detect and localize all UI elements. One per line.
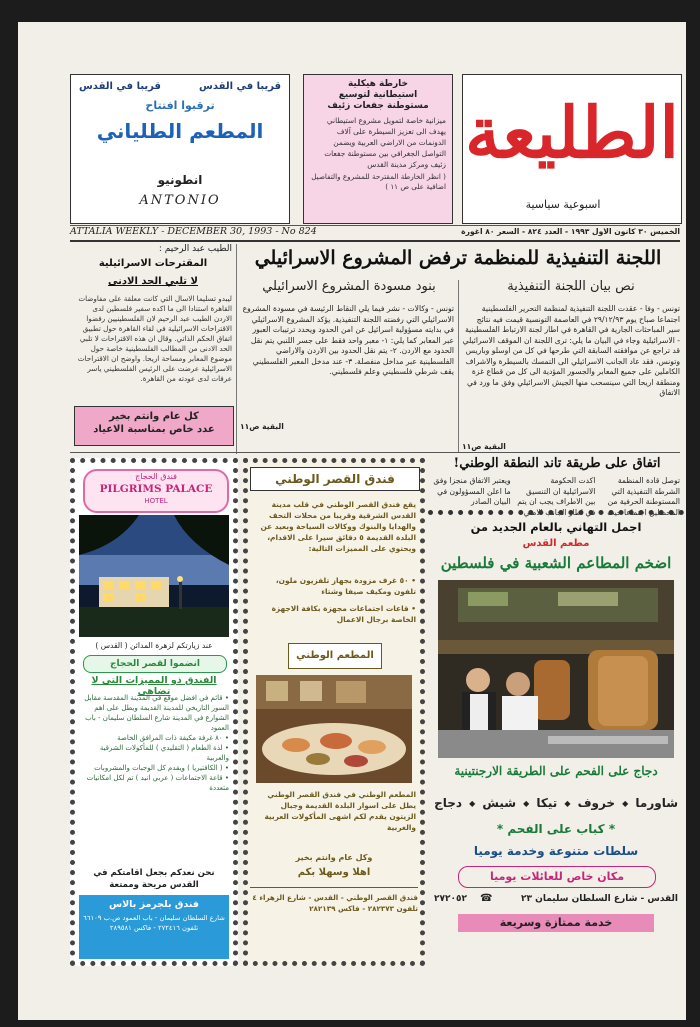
dateline-ar: الخميس ٣٠ كانون الاول ١٩٩٣ - العدد ٨٢٤ - السعر ٨٠ اغورة xyxy=(461,227,680,236)
analysis-headline: اتفاق على طريقة تاند النطقة الوطني! xyxy=(453,456,661,471)
antonio-name-en: ANTONIO xyxy=(139,193,221,208)
pilgrims-feature-5: قاعة الاجتماعات ( عربي انيد ) تم لكل امكانيات متعددة xyxy=(86,774,229,792)
left-body: ليبدو تسليما الاسال التي كانت معلقة على مفاوضات القاهرة استنادا الى ما اكده سفير فلسطين لدى الاردن الطيب عبد الرحيم لان الفلسطينيين رفضوا الاقتراحات الاسرائيلية في لقاء القاهرة حول تطبيق اتفاق الحكم الذاتي. وقال ان هذه الاقتراحات لا تلبي الحد الادنى من المطالب الفلسطينية خاصة حول موضوع المعابر ومساحة اريحا. واوضح ان الاقتراحات الاسرائيلية عرضت على الرئيس الفلسطيني ياسر عرفات لدى عودته من القاهرة. xyxy=(77,294,232,383)
pilgrims-feature: • لذة الطعام ( التقليدي ) للمأكولات الشرقية والعربية xyxy=(99,744,229,762)
pilgrims-footer-phone: تلفون ٢٧٢٤١٦ - فاكس ٢٨٩٥٨١ xyxy=(109,924,199,932)
palace-phone: تلفون ٢٨٢٣٧٣ - فاكس ٢٨٢١٣٩ xyxy=(309,904,418,913)
pilgrims-feature: • ٨٠ غرفة مكيفة ذات المرافق الخاصة xyxy=(117,734,229,742)
antonio-tag: ترقبوا افتتاح xyxy=(145,99,215,112)
pilgrims-tagline: الفندق ذو المميزات التي لا تضاهى xyxy=(91,675,217,697)
restaurant-chicken: دجاج على الفحم على الطريقة الارجنتينية xyxy=(454,764,658,778)
pilgrims-feature: • ( الكافتيريا ) ويقدم كل الوجبات والمشروبات xyxy=(94,764,229,772)
palace-header: فندق القصر الوطني xyxy=(250,467,420,491)
menu-item: تيكا xyxy=(536,796,558,810)
pilgrims-feature-1: قائم في افضل موقع في المدينة المقدسة مقابل السور التاريخي للمدينة القديمة ويطل على اهم الشوارع في المدينة شارع السلطان سليمان - باب العمود xyxy=(84,694,229,732)
masthead-title: الطليعة xyxy=(465,91,679,174)
pilgrims-features xyxy=(79,693,229,793)
palace-feature-1: ٥٠ غرف مزودة بجهاز تلفزيون ملون، تلفون ومكيف صيفا وشتاء xyxy=(275,576,416,596)
dateline-en: ATTALIA WEEKLY - DECEMBER 30, 1993 - No 824 xyxy=(70,226,317,237)
pilgrims-feature: • قاعة الاجتماعات ( عربي انيد ) تم لكل امكانيات متعددة xyxy=(86,774,229,792)
lead-subhead-left: بنود مسودة المشروع الاسرائيلي xyxy=(262,279,436,294)
restaurant-photo xyxy=(438,580,674,758)
palace-intro: يقع فندق القصر الوطني في قلب مدينة القدس الشرقية وقريبا من محلات التحف والهدايا والبنوك ووكالات السياحة وبعيد عن البلدة القديمة ٥ دقائق سيرا على الاقدام، ويحتوي على المميزات التالية: xyxy=(260,500,416,553)
pilgrims-feature-3: لذة الطعام ( التقليدي ) للمأكولات الشرقية والعربية xyxy=(99,744,229,762)
lead-subhead-right: نص بيان اللجنة التنفيذية xyxy=(507,279,635,294)
map-body: ميزانية خاصة لتمويل مشروع استيطاني يهدف الى تعزيز السيطرة على آلاف الدونمات من الاراضي العربية ويضمن التواصل الجغرافي بين مستوطنة جفعات زئيف ومركز مدينة القدس xyxy=(324,116,446,169)
dateline-bar xyxy=(70,226,680,239)
restaurant-family: مكان خاص للعائلات يوميا xyxy=(458,866,656,888)
menu-item: شيش xyxy=(482,796,517,810)
map-title-line-3: مستوطنة جفعات زئيف xyxy=(327,101,429,111)
restaurant-contact xyxy=(428,894,684,910)
greeting-line-2: عدد خاص بمناسبة الاعياد xyxy=(93,424,215,435)
map-article-box xyxy=(303,74,453,224)
lead-body-right: تونس - وفا - عقدت اللجنة التنفيذية لمنظمة التحرير الفلسطينية اجتماعا صباح يوم ٢٩/١٢/٩٣ في العاصمة التونسية قيمت فيه نتائج سير المباحثات الجارية في القاهرة في اطار لجنة الارتباط الفلسطينية - الاسرائيلية وجاء في البيان ما يلي: ترى اللجنة ان الموقف الاسرائيلي قد تراجع عن موافقته السابقة التي طرحها في كل من اوسلو وباريس وتونس، فقد عاد الجانب الاسرائيلي الى التمسك بالسيطرة والاشراف الكاملين على جميع المعابر والجسور المؤدية الى كل من قطاع غزة ومنطقة اريحا التي سينسحب منها الجيش الاسرائيلي وفق ما ورد في الاتفاق xyxy=(462,304,680,397)
analysis-body: توصل قادة المنظمة الشرطة التنفيذية التي المستوطنة الحرفية من المحصلين اجتماعا حيث اكدت الحكومة الاسرائيلية ان التنسيق بين الاطراف يجب ان يتم في اطار الجانب الامني ويعتبر الاتفاق منجزا وفق ما اعلن المسؤولون في البيان الصادر xyxy=(433,476,680,517)
map-footer: ( انظر الخارطة المقترحة للمشروع والتفاصيل اضافية على ص ١١ ) xyxy=(311,172,446,191)
antonio-name: المطعم الطلياني xyxy=(96,119,264,143)
lead-body-left: تونس - وكالات - نشر فيما يلي النقاط الرئيسة في مسودة المشروع الاسرائيلي التي رفضته اللجنة التنفيذية. يؤكد المشروع الاسرائيلي في بدايته مسؤولية اسرائيل عن امن الحدود ويحدد ترتيبات العبور عبر المعابر كما يلي: ١- معبر واحد فقط على جسر اللنبي يتم نقل الحدود مع الاردن. ٢- يتم نقل الحدود بين الاردن والاراضي الفلسطينية عبر مداخل منفصلة. ٣- عند مدخل المعبر الفلسطيني يقف شرطي فلسطيني وعلم فلسطيني. xyxy=(242,304,454,376)
restaurant-slogan: اضخم المطاعم الشعبية في فلسطين xyxy=(440,554,672,572)
left-byline: الطيب عبد الرحيم : xyxy=(158,244,232,254)
pilgrims-offer: نحن نعدكم بجعل اقامتكم في القدس مريحة وممتعة xyxy=(93,868,215,890)
map-title-line-1: خارطة هيكلية xyxy=(347,79,409,89)
pilgrims-feature-4: ( الكافتيريا ) ويقدم كل الوجبات والمشروبات xyxy=(94,764,223,772)
left-title: المقترحات الاسرائيلية xyxy=(98,258,208,269)
pilgrims-palace-ad xyxy=(70,458,238,966)
lead-cont-right: البقية ص١١ xyxy=(462,442,506,451)
lead-headline: اللجنة التنفيذية للمنظمة ترفض المشروع الاسرائيلي xyxy=(254,247,662,269)
masthead-subtitle: اسبوعية سياسية xyxy=(525,198,601,211)
antonio-ad xyxy=(70,74,290,224)
pilgrims-logo-top: فندق الحجاج xyxy=(135,472,177,481)
palace-wish-1: وكل عام وانتم بخير xyxy=(295,853,373,862)
palace-feature: • ٥٠ غرف مزودة بجهاز تلفزيون ملون، تلفون ومكيف صيفا وشتاء xyxy=(275,576,416,596)
kebab-label: كباب على الفحم xyxy=(507,822,605,836)
pilgrims-logo-sub: HOTEL xyxy=(144,497,168,505)
map-title-line-2: استيطانية لتوسيع xyxy=(338,90,418,100)
left-subtitle: لا تلبي الحد الادنى xyxy=(108,276,198,287)
palace-restaurant-title: المطعم الوطني xyxy=(288,643,382,669)
pilgrims-logo xyxy=(83,469,229,513)
restaurant-address: القدس - شارع السلطان سليمان ٢٣ xyxy=(521,894,678,904)
pilgrims-caption: عند زيارتكم لزهرة المدائن ( القدس ) xyxy=(95,641,213,650)
pilgrims-banner: انضموا لقصر الحجاج xyxy=(83,655,227,673)
antonio-name-ar: انطونيو xyxy=(157,173,203,187)
pilgrims-logo-name: PILGRIMS PALACE xyxy=(99,483,213,495)
palace-footer xyxy=(250,887,418,958)
pilgrims-footer-name: فندق بلجرمز بالاس xyxy=(108,899,199,910)
national-palace-ad xyxy=(243,458,425,966)
antonio-near-right: قريبا في القدس xyxy=(199,81,281,92)
restaurant-phone: ٢٧٢٠٥٢ xyxy=(434,894,467,904)
palace-address: فندق القصر الوطني - القدس - شارع الزهراء ٤ xyxy=(252,893,418,902)
newspaper-page xyxy=(18,22,686,1020)
antonio-near-left: قريبا في القدس xyxy=(79,81,161,92)
masthead-box xyxy=(462,74,682,224)
menu-item: شاورما xyxy=(635,796,678,810)
pilgrims-footer-addr: شارع السلطان سليمان - باب العمود ص.ب ٦٦١٠٩ xyxy=(83,914,225,922)
pilgrims-hotel-photo xyxy=(79,515,229,637)
lead-cont-left: البقية ص١١ xyxy=(240,422,284,431)
palace-wish-2: اهلا وسهلا بكم xyxy=(297,867,371,878)
restaurant-service: خدمة ممتازة وسريعة xyxy=(458,914,654,932)
palace-restaurant-photo xyxy=(256,675,412,783)
phone-icon: ☎ xyxy=(480,893,493,904)
restaurant-from: مطعم القدس xyxy=(522,538,590,549)
holiday-greeting xyxy=(74,406,234,446)
restaurant-greeting: اجمل التهاني بالعام الجديد من xyxy=(470,520,642,534)
pilgrims-footer xyxy=(79,895,229,959)
menu-item: دجاج xyxy=(434,796,463,810)
greeting-line-1: كل عام وانتم بخير xyxy=(109,411,199,422)
pilgrims-feature-2: ٨٠ غرفة مكيفة ذات المرافق الخاصة xyxy=(117,734,223,742)
restaurant-menu-items: شاورما ◆ خروف ◆ تيكا ◆ شيش ◆ دجاج xyxy=(434,796,678,810)
palace-feature-2: قاعات اجتماعات مجهزة بكافة الاجهزة الخاصة برجال الاعمال xyxy=(271,604,416,624)
restaurant-salads: سلطات متنوعة وخدمة يوميا xyxy=(473,844,639,858)
palace-feature: • قاعات اجتماعات مجهزة بكافة الاجهزة الخاصة برجال الاعمال xyxy=(271,604,416,624)
pilgrims-feature: • قائم في افضل موقع في المدينة المقدسة مقابل السور التاريخي للمدينة القديمة ويطل على اهم الشوارع في المدينة شارع السلطان سليمان - باب العمود xyxy=(84,694,229,732)
restaurant-kebab: * كباب على الفحم * xyxy=(496,822,616,836)
quds-restaurant-ad xyxy=(428,510,684,952)
palace-restaurant-body: المطعم الوطني في فندق القصر الوطني يطل على اسوار البلدة القديمة وجبال الزيتون يقدم لكم اشهى المأكولات العربية والغربية xyxy=(264,790,416,832)
menu-item: خروف xyxy=(577,796,616,810)
